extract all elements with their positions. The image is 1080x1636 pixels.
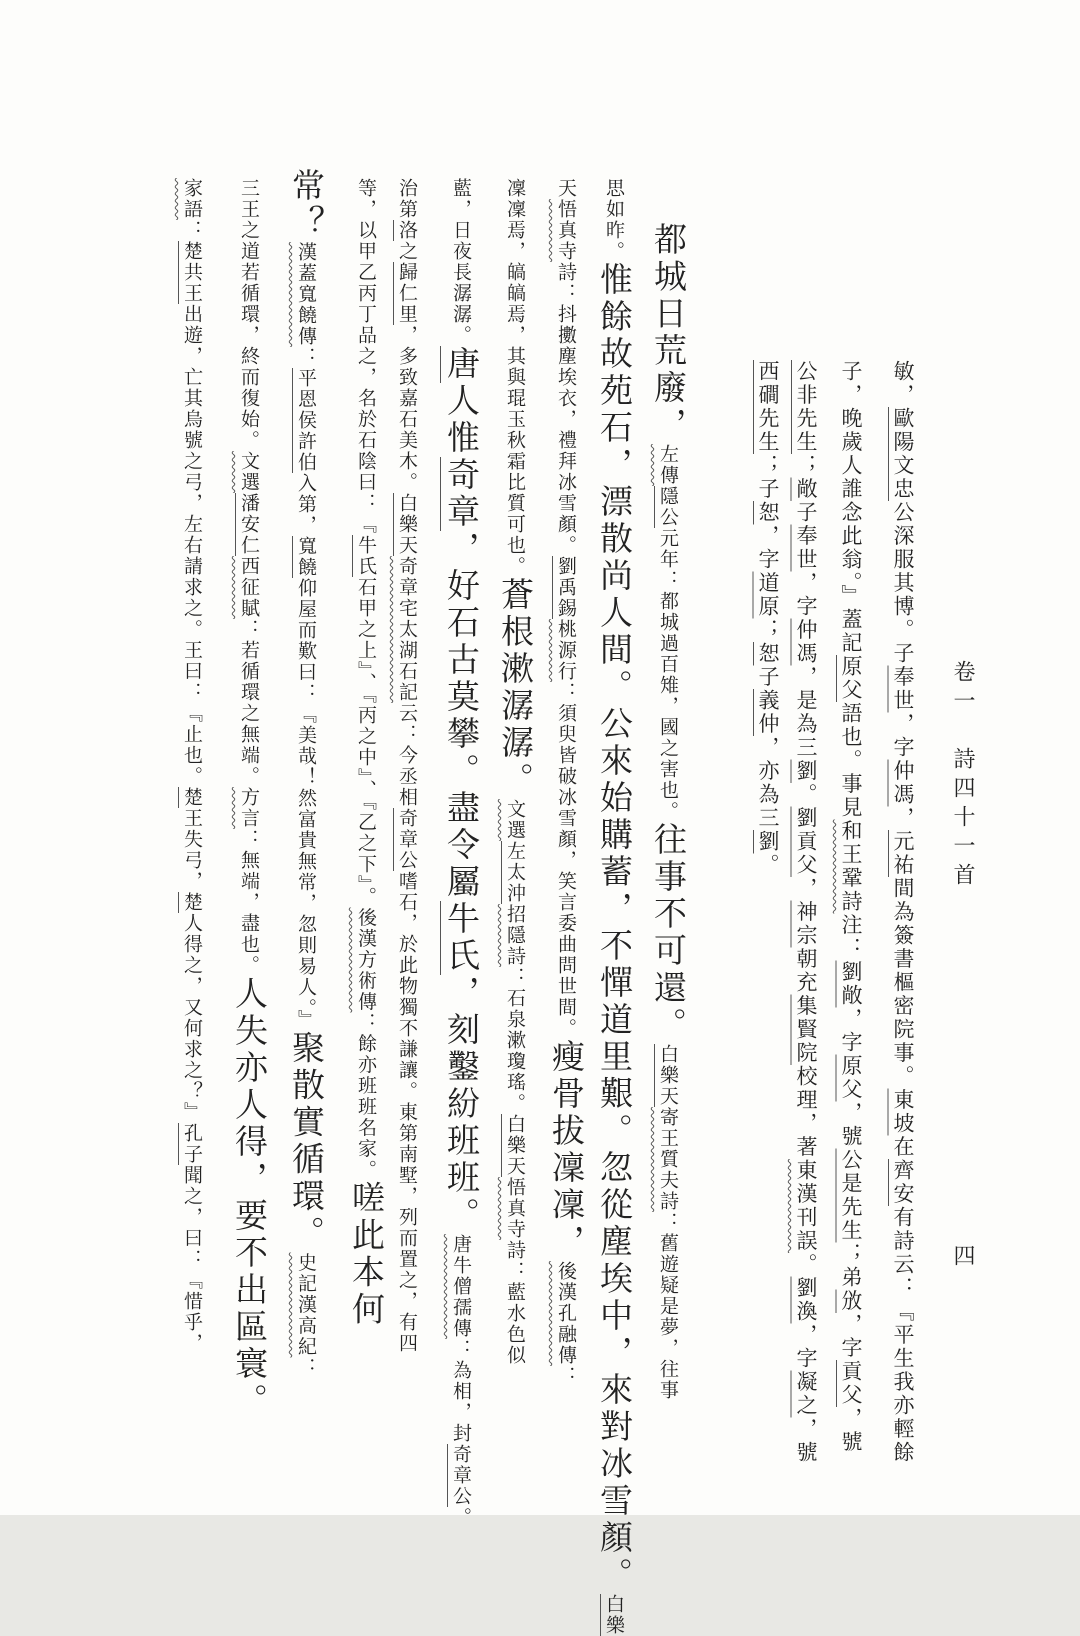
poem-col-13 (226, 178, 272, 1420)
text-segment: 公深服其博。子 (891, 501, 915, 666)
text-segment: 子 (794, 501, 818, 525)
poem-col-11 (343, 178, 389, 1329)
book-title-mark: 後漢 (355, 907, 377, 950)
proper-noun-mark: 道原 (756, 571, 780, 619)
proper-noun-mark: 楚共王 (181, 241, 203, 304)
proper-noun-mark: 劉敞 (839, 960, 863, 1008)
book-title-mark: 左傳 (657, 444, 679, 486)
proper-noun-mark: 唐 (442, 346, 481, 383)
book-title-mark: 桃源行 (555, 619, 577, 682)
poem-col-6 (591, 178, 637, 1636)
proper-noun-mark: 原父 (839, 655, 863, 702)
book-title-mark: 文選 (238, 451, 260, 493)
text-segment: ： (555, 1366, 577, 1387)
text-segment: 。 (756, 853, 780, 877)
poem-col-9 (438, 178, 484, 1528)
poem-col-5 (645, 222, 691, 1401)
text-segment: 元年：都城過百雉，國之害也。 (657, 528, 679, 822)
text-segment: ， (891, 806, 915, 830)
text-segment: 注： (839, 913, 863, 961)
poem-col-14 (169, 178, 215, 1354)
book-title-mark: 孔融傳 (555, 1303, 577, 1366)
text-segment: 等，以甲乙丙丁品之，名於石陰曰：『 (355, 178, 377, 535)
text-segment: ： (181, 220, 203, 241)
text-segment: 人惟 (442, 383, 481, 457)
text-segment: 嗟此本何 (347, 1180, 386, 1329)
text-segment: ，字 (794, 571, 818, 619)
proper-noun-mark: 神宗 (794, 900, 818, 948)
poem-col-12 (283, 168, 329, 1379)
proper-noun-mark: 白樂天 (396, 493, 418, 556)
text-segment: 惟餘故苑石，漂散尚人間。公來始購蓄，不憚道里艱。忽從塵埃中，來對冰雪顏。 (595, 262, 634, 1594)
text-segment: 在 (891, 1135, 915, 1159)
text-segment: 嗜石，於此物獨不謙讓。東第南墅，列而置之，有四 (396, 871, 418, 1354)
text-segment: 王失弓， (181, 808, 203, 892)
text-segment: ：餘亦班班名家。 (355, 1012, 377, 1181)
proper-noun-mark: 攽 (839, 1289, 863, 1313)
proper-noun-mark: 齊安 (891, 1159, 915, 1206)
text-segment: ，亦為三 (756, 736, 780, 830)
note-carryover-col-2 (836, 360, 866, 1454)
proper-noun-mark: 奇章公 (396, 808, 418, 871)
text-segment: 人得之，又何求之？』 (181, 913, 203, 1123)
text-segment: ：石泉漱瓊瑤。 (504, 967, 526, 1114)
proper-noun-mark: 楚 (181, 787, 203, 808)
running-head: 卷一 詩四十一首 (950, 660, 975, 892)
text-segment: 詩：抖擻塵埃衣，禮拜冰雪顏。 (555, 262, 577, 556)
text-segment: 三王之道若循環，終而復始。 (238, 178, 260, 451)
text-segment: ，字 (794, 1323, 818, 1371)
book-title-mark: 牛僧孺傳 (450, 1255, 472, 1339)
book-title-mark: 唐 (450, 1234, 472, 1255)
proper-noun-mark: 公非先生 (794, 360, 818, 454)
proper-noun-mark: 義仲 (756, 689, 780, 736)
book-title-mark: 奇章宅太湖石記 (396, 556, 418, 703)
text-segment: ：為相，封 (450, 1339, 472, 1444)
proper-noun-mark: 孔子 (181, 1123, 203, 1165)
text-segment: 出遊，亡其烏號之弓，左右請求之。王曰：『止也。 (181, 304, 203, 787)
note-carryover-col-3 (791, 360, 821, 1465)
text-segment: 。 (450, 1507, 472, 1528)
text-segment: ； (756, 618, 780, 642)
proper-noun-mark: 歸仁里 (396, 262, 418, 325)
poem-col-10 (384, 178, 430, 1354)
text-segment: ； (794, 454, 818, 478)
text-segment: 校理，著 (794, 1065, 818, 1159)
text-segment: 天 (555, 178, 577, 199)
text-segment: 。 (794, 783, 818, 807)
book-title-mark: 西征賦 (238, 556, 260, 619)
text-segment: 之 (396, 241, 418, 262)
proper-noun-mark: 凝之 (794, 1370, 818, 1418)
text-segment: 人失亦人得，要不出區寰。 (230, 976, 269, 1420)
poem-col-8 (492, 178, 538, 1366)
book-title-mark: 悟真寺 (504, 1177, 526, 1240)
text-segment: ：舊遊疑是夢，往事 (657, 1212, 679, 1401)
proper-noun-mark: 恕 (756, 501, 780, 525)
proper-noun-mark: 劉渙 (794, 1276, 818, 1324)
proper-noun-mark: 隱公 (657, 486, 679, 528)
note-carryover-col-1 (888, 360, 918, 1465)
proper-noun-mark: 公是先生 (839, 1148, 863, 1243)
text-segment: 子，晚歲人誰念此翁。』蓋記 (839, 360, 863, 655)
book-title-mark: 東漢刊誤 (794, 1159, 818, 1253)
proper-noun-mark: 歐陽文忠 (891, 407, 915, 501)
text-segment: ，字 (891, 712, 915, 760)
book-title-mark: 漢 (295, 242, 317, 263)
proper-noun-mark: 奉世 (794, 524, 818, 572)
proper-noun-mark: 奇章公 (450, 1444, 472, 1507)
proper-noun-mark: 洛 (396, 220, 418, 241)
text-segment: ：若循環之無端。 (238, 619, 260, 787)
book-title-mark: 寄王質夫詩 (657, 1107, 679, 1212)
text-segment: ：無端，盡也。 (238, 829, 260, 976)
book-title-mark: 蓋寬饒傳 (295, 263, 317, 347)
text-segment: ，字 (839, 1313, 863, 1360)
proper-noun-mark: 寬饒 (295, 536, 317, 578)
folio-number: 四 (950, 1244, 975, 1273)
text-segment: 仰屋而歎曰：『美哉！然富貴無常，忽則易人。』 (295, 578, 317, 1031)
text-segment: ，號 (794, 1417, 818, 1465)
proper-noun-mark: 恕 (756, 642, 780, 666)
text-segment: 云：今丞相 (396, 703, 418, 808)
text-segment: ： (295, 1357, 317, 1379)
text-segment: ：須臾皆破冰雪顏，笑言委曲問世間。 (555, 682, 577, 1039)
proper-noun-mark: 原父 (839, 1054, 863, 1102)
proper-noun-mark: 仲馮 (794, 618, 818, 666)
proper-noun-mark: 劉貢父 (794, 806, 818, 877)
text-segment: 朝充 (794, 947, 818, 995)
proper-noun-mark: 楚 (181, 892, 203, 913)
book-title-mark: 後漢 (555, 1261, 577, 1303)
text-segment: 常？ (287, 168, 326, 242)
proper-noun-mark: 劉 (794, 759, 818, 783)
book-title-mark: 悟真寺 (555, 199, 577, 262)
book-title-mark: 和王鞏詩 (839, 819, 863, 914)
text-segment: 蒼根漱潺潺。 (496, 577, 535, 799)
text-segment: 語也。事見 (839, 702, 863, 820)
text-segment: ： (295, 347, 317, 368)
text-segment: 有詩云：『平生我亦輕餘 (891, 1206, 915, 1465)
text-segment: 往事不可還。 (649, 822, 688, 1044)
proper-noun-mark: 白樂 (603, 1594, 625, 1636)
text-segment: 瘦骨拔凜凜， (547, 1039, 586, 1261)
proper-noun-mark: 潘安仁 (238, 493, 260, 556)
book-title-mark: 漢高紀 (295, 1294, 317, 1358)
text-segment: ，多致嘉石美木。 (396, 325, 418, 493)
text-segment: 敏， (891, 360, 915, 407)
text-segment: ，字 (756, 524, 780, 572)
proper-noun-mark: 貢父 (839, 1360, 863, 1407)
book-title-mark: 文選 (504, 799, 526, 841)
proper-noun-mark: 集賢院 (794, 994, 818, 1065)
text-segment: 凜凜焉，皜皜焉，其與琨玉秋霜比質可也。 (504, 178, 526, 577)
text-segment: 藍，日夜長潺潺。 (450, 178, 472, 346)
text-segment: ；子 (756, 454, 780, 501)
proper-noun-mark: 牛氏 (355, 535, 377, 577)
text-segment: ，號 (839, 1101, 863, 1149)
text-segment: 思如昨。 (603, 178, 625, 262)
book-title-mark: 史記 (295, 1252, 317, 1295)
text-segment: ，字 (839, 1007, 863, 1055)
text-segment: 。 (794, 1253, 818, 1277)
book-title-mark: 招隱詩 (504, 904, 526, 967)
text-segment: 入第， (295, 473, 317, 536)
proper-noun-mark: 奉世 (891, 665, 915, 713)
proper-noun-mark: 元祐 (891, 830, 915, 877)
text-segment: 石甲之上』、『丙之中』、『乙之下』。 (355, 577, 377, 908)
text-segment: 都城日荒廢， (649, 222, 688, 444)
proper-noun-mark: 劉禹錫 (555, 556, 577, 619)
text-segment: ，刻鑿紛班班。 (442, 975, 481, 1234)
proper-noun-mark: 牛氏 (442, 901, 481, 975)
proper-noun-mark: 許伯 (295, 431, 317, 473)
text-segment: 間為簽書樞密院事。 (891, 877, 915, 1089)
text-segment: ， (794, 877, 818, 901)
proper-noun-mark: 劉 (756, 830, 780, 854)
proper-noun-mark: 白樂天 (504, 1114, 526, 1177)
proper-noun-mark: 平恩侯 (295, 368, 317, 431)
proper-noun-mark: 西磵先生 (756, 360, 780, 454)
book-title-mark: 方術傳 (355, 949, 377, 1013)
note-carryover-col-4 (753, 360, 783, 877)
poem-col-7 (543, 178, 589, 1387)
text-segment: ，是為三 (794, 665, 818, 760)
text-segment: 聞之，曰：『惜乎， (181, 1165, 203, 1354)
proper-noun-mark: 東坡 (891, 1088, 915, 1136)
text-segment: 治第 (396, 178, 418, 220)
text-segment: ；弟 (839, 1242, 863, 1290)
book-title-mark: 家語 (181, 178, 203, 220)
proper-noun-mark: 左太沖 (504, 841, 526, 904)
text-segment: 子 (756, 665, 780, 689)
proper-noun-mark: 奇章 (442, 457, 481, 531)
book-title-mark: 方言 (238, 787, 260, 829)
proper-noun-mark: 敞 (794, 477, 818, 501)
text-segment: 詩：藍水色似 (504, 1240, 526, 1366)
text-segment: 聚散實循環。 (287, 1030, 326, 1253)
text-segment: ，好石古莫攀。盡令屬 (442, 531, 481, 901)
proper-noun-mark: 仲馮 (891, 759, 915, 807)
text-segment: ，號 (839, 1407, 863, 1454)
proper-noun-mark: 白樂天 (657, 1044, 679, 1107)
